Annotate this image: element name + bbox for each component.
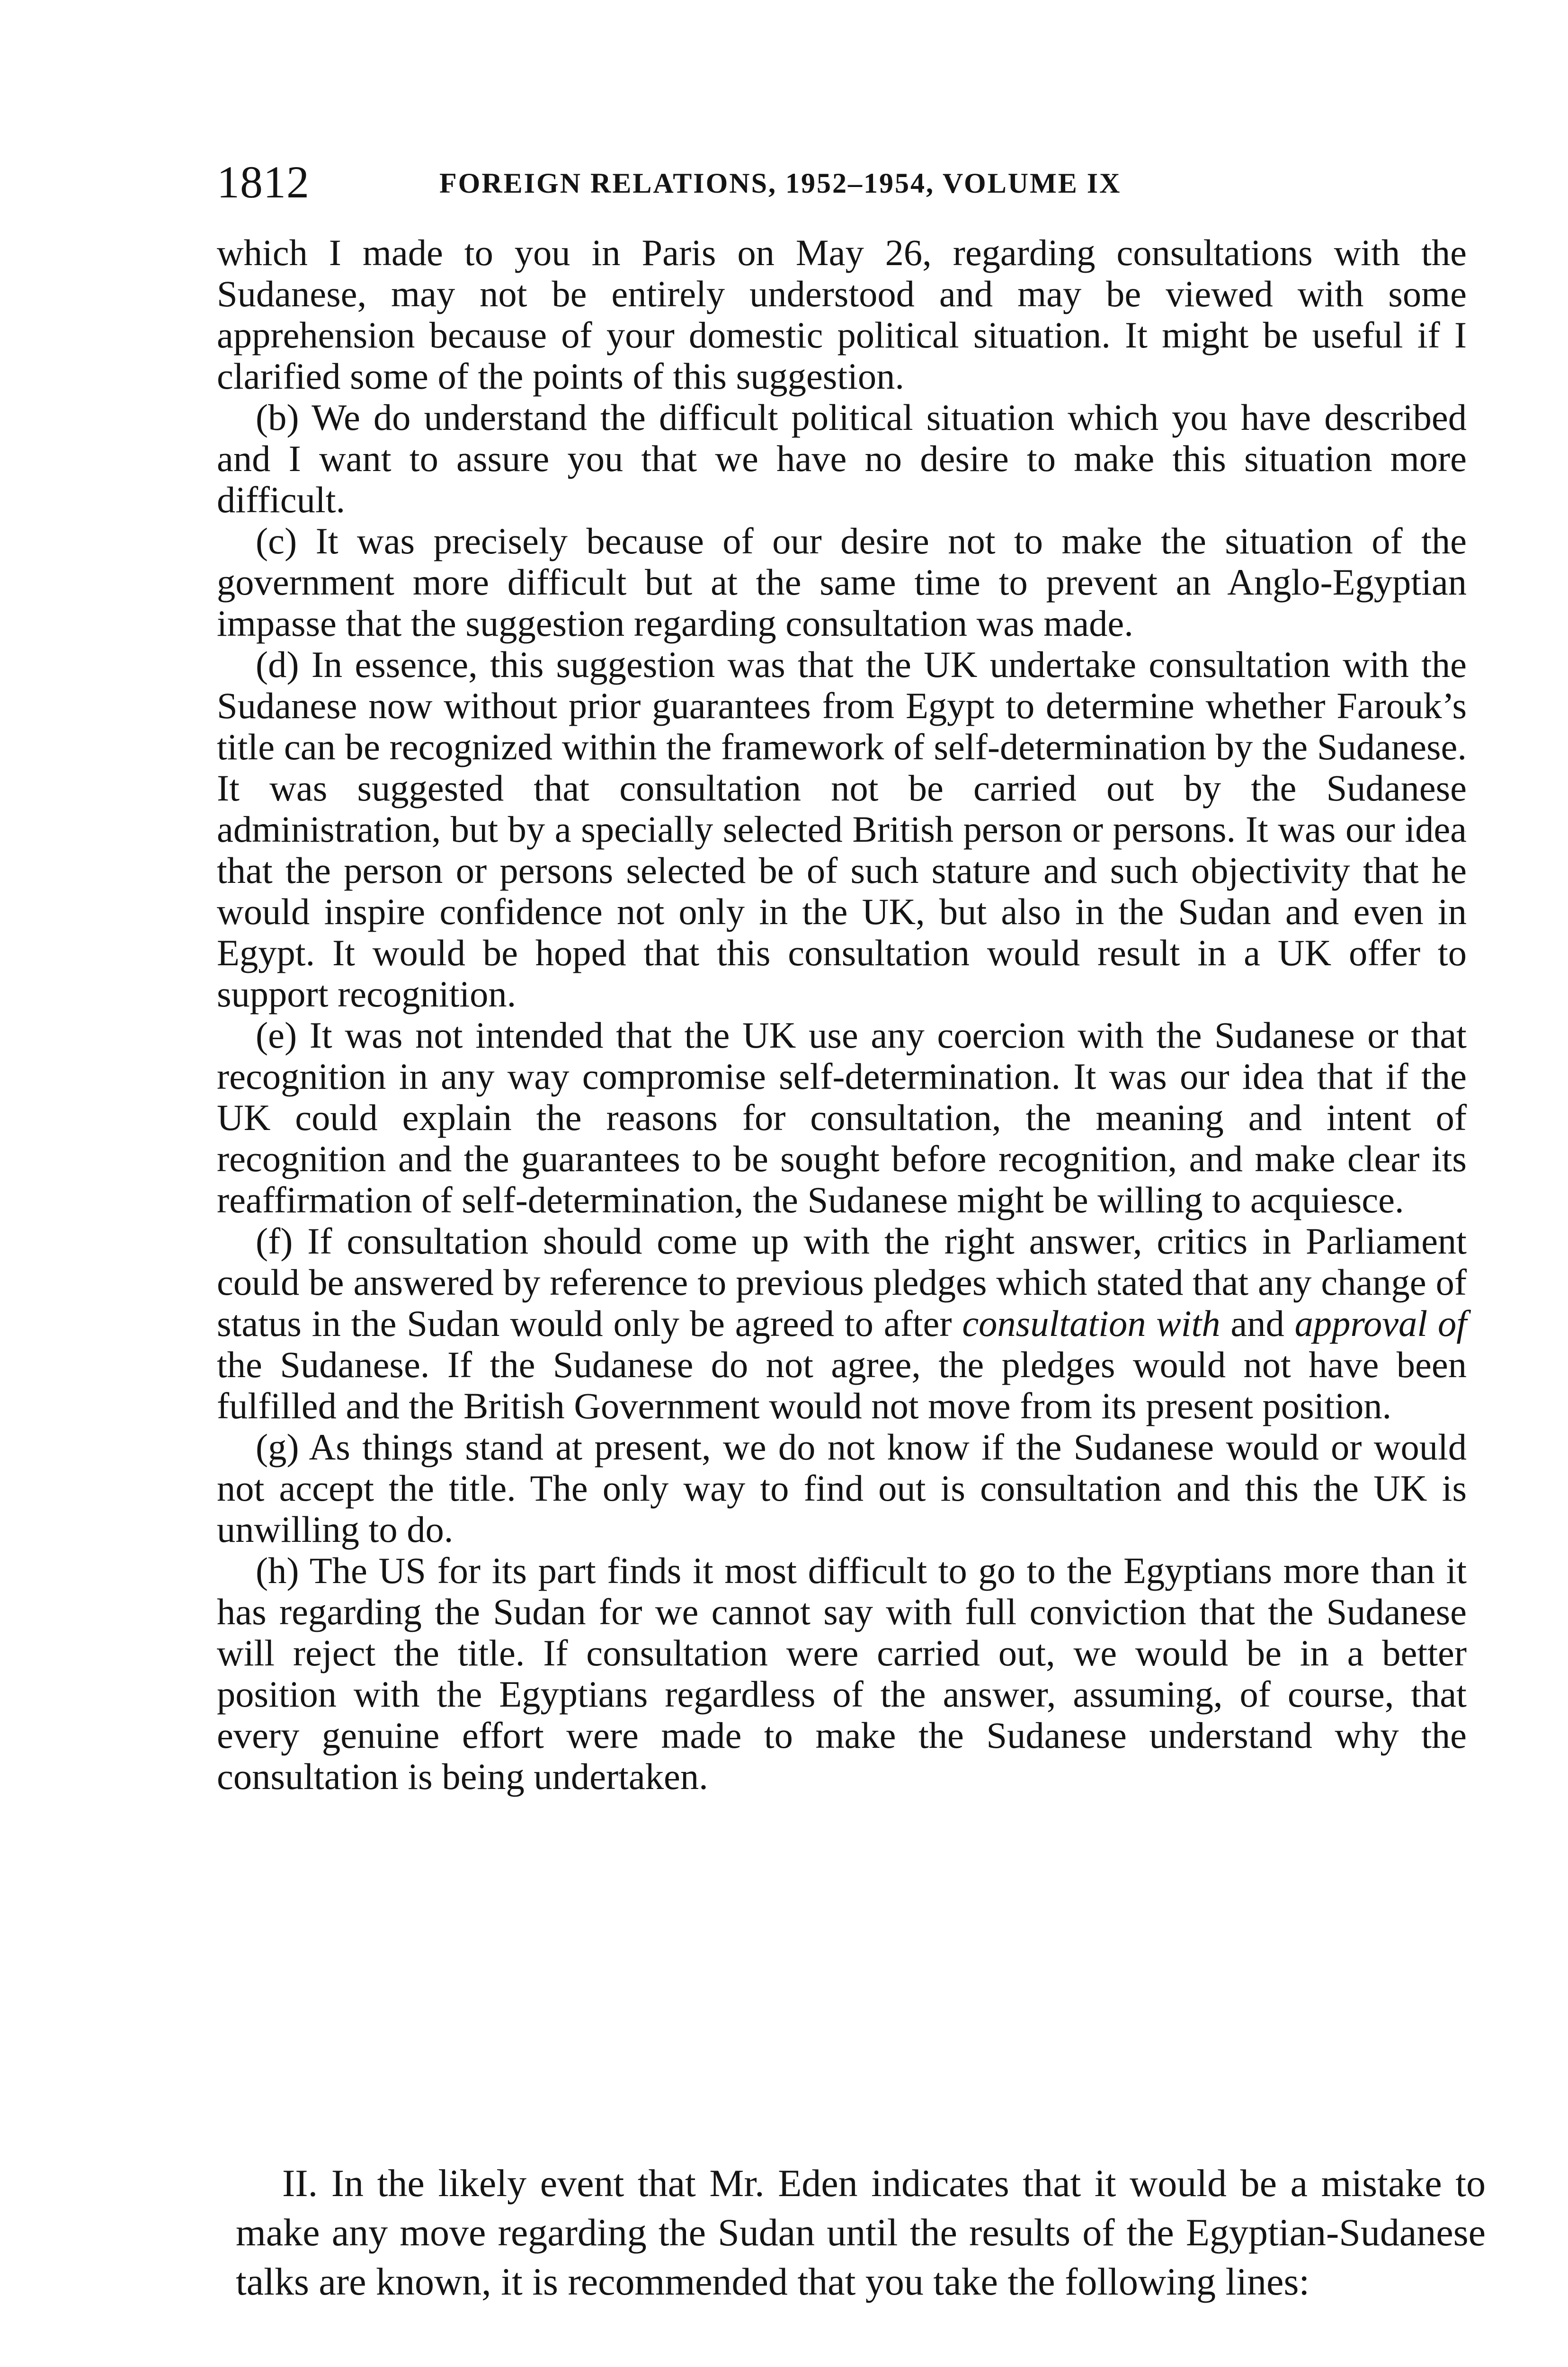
paragraph-f xyxy=(217,1220,1467,1426)
paragraph-b: (b) We do understand the difficult political situation which you have described and I want to assure you that we have no desire to make this situation more difficult. xyxy=(217,397,1467,520)
paragraph-f-italic-1: consultation with xyxy=(962,1303,1221,1344)
running-head-title: FOREIGN RELATIONS, 1952–1954, VOLUME IX xyxy=(439,168,1122,199)
paragraph-f-text-2: and xyxy=(1220,1303,1295,1344)
paragraph-f-text-1: (f) If consultation should come up with the right answer, critics in Parliament could be answered by reference to previous pledges which stated that any change of status in the Sudan would only be agreed to after xyxy=(217,1220,1467,1344)
paragraph-f-text-3: the Sudanese. If the Sudanese do not agree, the pledges would not have been fulfilled and the British Government would not move from its present position. xyxy=(217,1344,1467,1426)
paragraph-c: (c) It was precisely because of our desire not to make the situation of the government more difficult but at the same time to prevent an Anglo-Egyptian impasse that the suggestion regarding consultation was made. xyxy=(217,520,1467,644)
paragraph-e: (e) It was not intended that the UK use any coercion with the Sudanese or that recognition in any way compromise self-determination. It was our idea that if the UK could explain the reasons for consultation, the meaning and intent of recognition and the guarantees to be sought before recognition, and make clear its reaffirmation of self-determination, the Sudanese might be willing to acquiesce. xyxy=(217,1014,1467,1220)
paragraph-g: (g) As things stand at present, we do not know if the Sudanese would or would not accept the title. The only way to find out is consultation and this the UK is unwilling to do. xyxy=(217,1426,1467,1550)
paragraph-h: (h) The US for its part finds it most difficult to go to the Egyptians more than it has regarding the Sudan for we cannot say with full conviction that the Sudanese will reject the title. If consultation were carried out, we would be in a better position with the Egyptians regardless of the answer, assuming, of course, that every genuine effort were made to make the Sudanese understand why the consultation is being undertaken. xyxy=(217,1550,1467,1797)
paragraph-d: (d) In essence, this suggestion was that the UK undertake consultation with the Sudanese now without prior guarantees from Egypt to determine whether Farouk’s title can be recognized within the framework of self-determination by the Sudanese. It was suggested that consultation not be carried out by the Sudanese administration, but by a specially selected British person or persons. It was our idea that the person or persons selected be of such stature and such objectivity that he would inspire confidence not only in the UK, but also in the Sudan and even in Egypt. It would be hoped that this consultation would result in a UK offer to support recognition. xyxy=(217,644,1467,1014)
page-number: 1812 xyxy=(217,157,310,207)
paragraph-intro: which I made to you in Paris on May 26, regarding consultations with the Sudanese, may not be entirely understood and may be viewed with some apprehension because of your domestic political situation. It might be useful if I clarified some of the points of this suggestion. xyxy=(217,232,1467,397)
body-text xyxy=(217,232,1467,1797)
paragraph-section-ii: II. In the likely event that Mr. Eden indicates that it would be a mistake to make any move regarding the Sudan until the results of the Egyptian-Sudanese talks are known, it is recommended that you take the following lines: xyxy=(236,2162,1486,2303)
running-head xyxy=(217,156,1481,208)
paragraph-f-italic-2: approval of xyxy=(1294,1303,1467,1344)
